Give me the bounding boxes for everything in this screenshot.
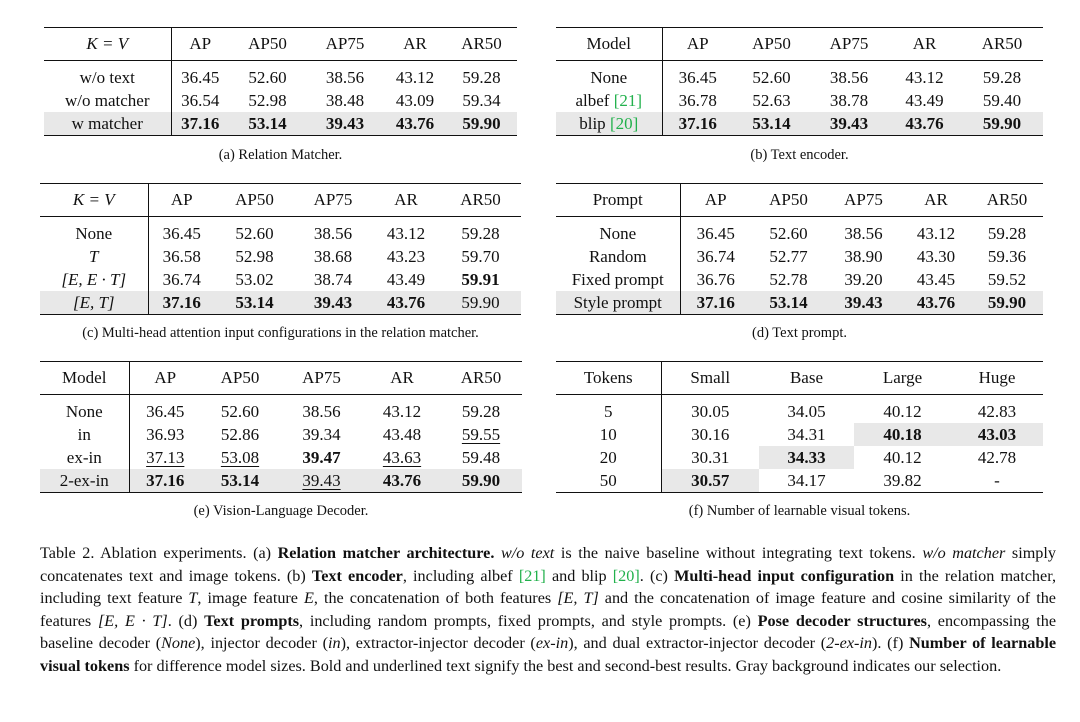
- cell: 43.30: [916, 247, 956, 266]
- cell: 53.02: [235, 270, 274, 289]
- table-row-selected: [40, 469, 522, 493]
- cell: 34.05: [787, 402, 826, 421]
- row-label: in: [40, 423, 129, 446]
- table-row: [40, 446, 522, 469]
- cell: 52.60: [769, 224, 808, 243]
- caption-text: ), and dual extractor-injector decoder (: [568, 634, 827, 652]
- caption-math: [E, E · T]: [97, 611, 168, 630]
- header-cell: AP: [129, 362, 201, 395]
- cell: 38.56: [313, 224, 353, 243]
- caption-italic: ex-in: [535, 634, 569, 652]
- cell: 52.98: [235, 247, 274, 266]
- cell: 37.16: [680, 291, 751, 315]
- cell: 42.83: [977, 402, 1017, 421]
- model-name: blip: [579, 114, 606, 133]
- header-cell: AP75: [810, 28, 888, 61]
- cell: 43.48: [382, 425, 422, 444]
- row-label: Fixed prompt: [556, 268, 680, 291]
- table-a-caption: (a) Relation Matcher.: [218, 147, 343, 163]
- cell: 43.12: [386, 224, 426, 243]
- cell-selected: 40.18: [854, 423, 951, 446]
- cell: 36.74: [162, 270, 201, 289]
- table-b-header: [556, 28, 1043, 61]
- caption-text: . (c): [639, 566, 675, 585]
- table-e-header: [40, 362, 522, 395]
- table-row-selected: [556, 291, 1043, 315]
- cell: 36.45: [678, 68, 717, 87]
- header-cell: AP50: [733, 28, 810, 61]
- caption-text: simply concatenates text and image tokens. (b): [40, 544, 1056, 585]
- table-row-selected: [44, 112, 517, 136]
- caption-text: Table 2. Ablation experiments. (a): [40, 544, 278, 562]
- cell: 52.63: [752, 91, 791, 110]
- caption-text: for difference model sizes. Bold and underlined text signify the best and second-best results. Gray background indicates our selection.: [129, 656, 1002, 675]
- table-row: [556, 268, 1043, 291]
- row-label: w matcher: [44, 112, 171, 136]
- cell: 59.28: [462, 68, 501, 87]
- header-cell: AR: [901, 184, 971, 217]
- table-row-selected: [556, 112, 1043, 136]
- cell-selected: 30.57: [661, 469, 759, 493]
- cell: 53.14: [751, 291, 826, 315]
- caption-text: , image feature: [197, 589, 304, 607]
- header-cell: AR50: [440, 184, 521, 217]
- header-cell: AR: [384, 28, 446, 61]
- caption-italic: 2-ex-in: [826, 634, 872, 652]
- table-a-header: [44, 28, 517, 61]
- cell: 38.68: [313, 247, 353, 266]
- cell: 38.48: [325, 91, 365, 110]
- cell: 39.34: [302, 425, 341, 444]
- row-label: w/o text: [44, 61, 171, 90]
- header-cell: Model: [40, 362, 129, 395]
- cell: 43.09: [395, 91, 435, 110]
- cell: 43.49: [905, 91, 944, 110]
- caption-text: ), injector decoder (: [195, 634, 328, 652]
- caption-text: [494, 544, 501, 562]
- cell: 59.90: [446, 112, 517, 136]
- header-cell: AP50: [229, 28, 306, 61]
- cell: 43.12: [395, 68, 435, 87]
- cell-selected: 43.03: [951, 423, 1043, 446]
- cell: 39.82: [854, 469, 951, 493]
- cell: 37.16: [662, 112, 733, 136]
- cell: 59.28: [987, 224, 1027, 243]
- table-row: [40, 245, 521, 268]
- citation-link[interactable]: [21]: [518, 566, 546, 585]
- table-row: [40, 268, 521, 291]
- header-cell: AP50: [201, 362, 279, 395]
- header-cell: AP: [680, 184, 751, 217]
- row-label: T: [40, 245, 148, 268]
- cell: 43.45: [916, 270, 956, 289]
- cell: 43.49: [386, 270, 426, 289]
- table-f-caption: (f) Number of learnable visual tokens.: [688, 503, 911, 519]
- table-row: [556, 423, 1043, 446]
- cell: 39.43: [810, 112, 888, 136]
- cell: 36.45: [146, 402, 185, 421]
- row-label: [556, 89, 662, 112]
- caption-text: . (d): [167, 611, 205, 630]
- cell: 38.56: [844, 224, 883, 243]
- caption-bold: Text prompts: [204, 611, 300, 630]
- cell: 38.90: [844, 247, 883, 266]
- caption-text: , including albef: [402, 566, 519, 585]
- header-cell: AP: [662, 28, 733, 61]
- cell: 38.78: [829, 91, 869, 110]
- row-label: 10: [556, 423, 661, 446]
- cell: 34.31: [787, 425, 826, 444]
- cell: 43.76: [888, 112, 961, 136]
- table-d: [556, 183, 1043, 315]
- cell: 59.55: [461, 425, 501, 444]
- cell: 52.60: [752, 68, 791, 87]
- header-cell: AP75: [294, 184, 372, 217]
- cell: 59.52: [987, 270, 1027, 289]
- cell: 36.74: [696, 247, 735, 266]
- cell: 39.20: [844, 270, 883, 289]
- cell: 52.60: [248, 68, 287, 87]
- row-label: None: [40, 395, 129, 424]
- row-label: Random: [556, 245, 680, 268]
- cell: 30.05: [691, 402, 730, 421]
- caption-math: [E, T]: [557, 589, 599, 607]
- cell: 36.76: [696, 270, 735, 289]
- cell: 52.60: [220, 402, 260, 421]
- header-cell: Large: [854, 362, 951, 395]
- row-label: [E, T]: [40, 291, 148, 315]
- cell: 36.78: [678, 91, 717, 110]
- citation-link[interactable]: [20]: [609, 114, 639, 133]
- header-cell: AR: [372, 184, 440, 217]
- cell: 38.56: [829, 68, 869, 87]
- table-c-header: [40, 184, 521, 217]
- header-cell: Huge: [951, 362, 1043, 395]
- main-caption: [40, 542, 1056, 677]
- header-cell: K = V: [44, 28, 171, 61]
- cell: 52.86: [220, 425, 260, 444]
- caption-text: and blip: [545, 566, 613, 585]
- caption-text: and the concatenation of image feature and cosine similarity of the features: [40, 589, 1056, 630]
- cell: 39.43: [826, 291, 901, 315]
- cell: 36.58: [162, 247, 201, 266]
- cell: 40.12: [883, 448, 922, 467]
- row-label: 50: [556, 469, 661, 493]
- header-cell: AR: [364, 362, 440, 395]
- cell: 39.43: [306, 112, 384, 136]
- cell: 43.76: [901, 291, 971, 315]
- table-f-header: [556, 362, 1043, 395]
- cell: 39.43: [279, 469, 364, 493]
- cell: 59.40: [982, 91, 1022, 110]
- table-row: [556, 446, 1043, 469]
- cell: -: [951, 469, 1043, 493]
- cell: 53.08: [220, 448, 260, 467]
- cell: 59.90: [961, 112, 1043, 136]
- cell: 59.91: [461, 270, 500, 289]
- cell: 52.98: [248, 91, 287, 110]
- caption-text: is the naive baseline without integrating text tokens.: [554, 544, 923, 562]
- table-row: [44, 61, 517, 90]
- cell: 59.34: [462, 91, 501, 110]
- cell: 53.14: [215, 291, 294, 315]
- cell: 36.45: [162, 224, 201, 243]
- cell: 53.14: [201, 469, 279, 493]
- header-cell: AP75: [306, 28, 384, 61]
- table-row: [556, 61, 1043, 90]
- row-label: 5: [556, 395, 661, 424]
- cell: 40.12: [883, 402, 922, 421]
- table-row: [40, 217, 521, 246]
- table-d-caption: (d) Text prompt.: [752, 325, 847, 341]
- cell: 36.54: [181, 91, 220, 110]
- citation-link[interactable]: [20]: [612, 566, 640, 585]
- cell: 37.16: [129, 469, 201, 493]
- cell: 36.45: [696, 224, 735, 243]
- caption-text: ), extractor-injector decoder (: [340, 634, 536, 652]
- table-c-caption: (c) Multi-head attention input configurations in the relation matcher.: [82, 325, 479, 341]
- caption-math: T: [188, 589, 198, 607]
- caption-bold: Relation matcher architecture.: [277, 544, 495, 562]
- table-b: [556, 27, 1043, 136]
- model-name: albef: [575, 91, 610, 110]
- cell: 59.28: [982, 68, 1022, 87]
- caption-math: E: [304, 589, 314, 607]
- cell: 43.23: [386, 247, 426, 266]
- header-cell: AP: [171, 28, 229, 61]
- table-f: [556, 361, 1043, 493]
- table-a: [44, 27, 517, 136]
- cell: 52.77: [769, 247, 808, 266]
- table-row: [556, 89, 1043, 112]
- caption-text: in the relation matcher, including text feature: [40, 566, 1056, 607]
- header-cell: Model: [556, 28, 662, 61]
- caption-italic: w/o text: [500, 544, 555, 562]
- cell: 30.16: [691, 425, 730, 444]
- caption-bold: Multi-head input configuration: [674, 566, 895, 585]
- row-label: None: [40, 217, 148, 246]
- table-row: [556, 469, 1043, 493]
- row-label: w/o matcher: [44, 89, 171, 112]
- table-row: [40, 423, 522, 446]
- cell: 59.70: [461, 247, 500, 266]
- cell: 59.90: [440, 469, 522, 493]
- header-cell: Prompt: [556, 184, 680, 217]
- row-label: ex-in: [40, 446, 129, 469]
- cell: 38.56: [325, 68, 365, 87]
- header-cell: AP75: [826, 184, 901, 217]
- header-cell: AP: [148, 184, 215, 217]
- table-d-header: [556, 184, 1043, 217]
- cell: 36.93: [146, 425, 185, 444]
- caption-bold: Pose decoder structures: [757, 611, 927, 630]
- cell: 39.43: [294, 291, 372, 315]
- row-label: 20: [556, 446, 661, 469]
- caption-italic: in: [327, 634, 341, 652]
- cell-selected: 34.33: [759, 446, 854, 469]
- cell: 52.60: [235, 224, 274, 243]
- cell: 59.48: [461, 448, 501, 467]
- cell: 37.16: [148, 291, 215, 315]
- row-label: [E, E · T]: [40, 268, 148, 291]
- header-cell: AP50: [751, 184, 826, 217]
- cell: 37.13: [146, 448, 185, 467]
- cell: 52.78: [769, 270, 808, 289]
- table-row-selected: [40, 291, 521, 315]
- cell: 43.76: [364, 469, 440, 493]
- header-cell: AR50: [446, 28, 517, 61]
- table-row: [556, 217, 1043, 246]
- cell: 43.76: [372, 291, 440, 315]
- header-cell: Small: [661, 362, 759, 395]
- cell: 43.63: [382, 448, 422, 467]
- caption-text: ). (f): [872, 634, 910, 652]
- cell: 59.28: [461, 402, 501, 421]
- caption-bold: Number of learnable visual tokens: [40, 634, 1057, 675]
- table-row: [556, 245, 1043, 268]
- header-cell: Base: [759, 362, 854, 395]
- cell: 34.17: [759, 469, 854, 493]
- cell: 42.78: [977, 448, 1017, 467]
- cell: 38.56: [302, 402, 341, 421]
- caption-text: , including random prompts, fixed prompts, and style prompts. (e): [299, 611, 758, 630]
- caption-italic: None: [161, 634, 196, 652]
- cell: 53.14: [229, 112, 306, 136]
- cell: 59.90: [440, 291, 521, 315]
- cell: 43.76: [384, 112, 446, 136]
- cell: 59.90: [971, 291, 1043, 315]
- row-label: 2-ex-in: [40, 469, 129, 493]
- cell: 30.31: [691, 448, 730, 467]
- table-e: [40, 361, 522, 493]
- row-label: None: [556, 217, 680, 246]
- cell: 43.12: [382, 402, 422, 421]
- cell: 43.12: [916, 224, 956, 243]
- header-cell: AR50: [440, 362, 522, 395]
- table-e-caption: (e) Vision-Language Decoder.: [193, 503, 369, 519]
- header-cell: AP50: [215, 184, 294, 217]
- caption-bold: Text encoder: [311, 566, 403, 585]
- header-cell: Tokens: [556, 362, 661, 395]
- caption-text: , encompassing the baseline decoder (: [40, 611, 1057, 652]
- header-cell: AR50: [961, 28, 1043, 61]
- cell: 38.74: [313, 270, 353, 289]
- row-label: Style prompt: [556, 291, 680, 315]
- table-b-caption: (b) Text encoder.: [750, 147, 849, 163]
- header-cell: AR: [888, 28, 961, 61]
- row-label: [556, 112, 662, 136]
- cell: 36.45: [181, 68, 220, 87]
- cell: 37.16: [171, 112, 229, 136]
- row-label: None: [556, 61, 662, 90]
- cell: 53.14: [733, 112, 810, 136]
- header-cell: AR50: [971, 184, 1043, 217]
- header-cell: AP75: [279, 362, 364, 395]
- table-row: [44, 89, 517, 112]
- caption-text: , the concatenation of both features: [313, 589, 558, 607]
- cell: 59.28: [461, 224, 500, 243]
- cell: 39.47: [302, 448, 341, 467]
- citation-link[interactable]: [21]: [613, 91, 643, 110]
- cell: 43.12: [905, 68, 944, 87]
- cell: 59.36: [987, 247, 1027, 266]
- table-row: [40, 395, 522, 424]
- caption-italic: w/o matcher: [922, 544, 1006, 562]
- table-row: [556, 395, 1043, 424]
- table-c: [40, 183, 521, 315]
- header-cell: K = V: [40, 184, 148, 217]
